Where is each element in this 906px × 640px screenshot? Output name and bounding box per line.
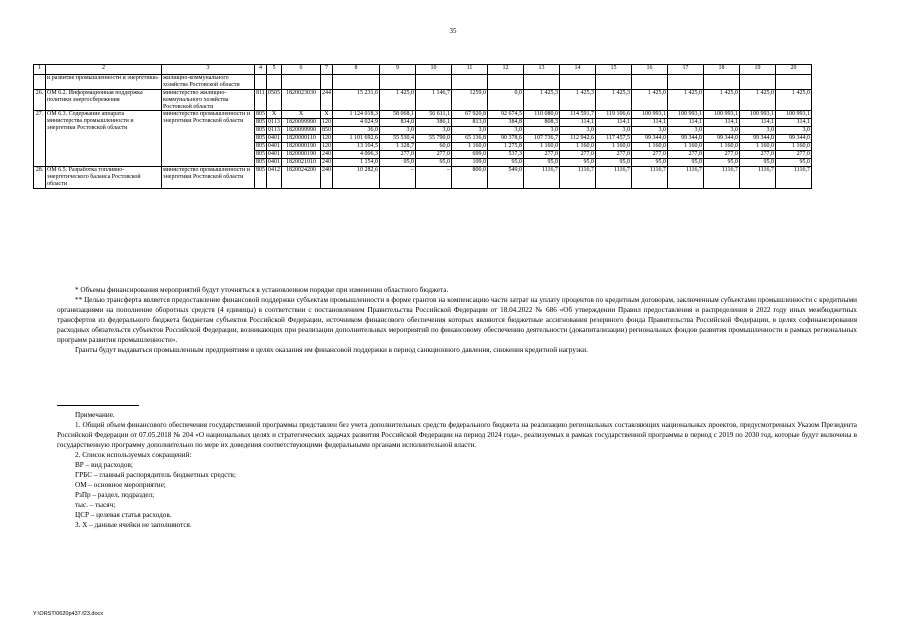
code-cell: 1820023030 — [282, 89, 321, 111]
value-cell: 36,0 — [333, 127, 380, 135]
column-header: 18 — [704, 65, 740, 75]
code-cell: 811 — [255, 89, 267, 111]
value-cell: 95,0 — [668, 159, 704, 167]
value-cell: 95,0 — [560, 159, 596, 167]
code-cell: 805 — [256, 143, 265, 150]
value-cell: 99 344,0 — [632, 135, 668, 143]
value-cell — [416, 75, 452, 90]
row-number-cell: 27. — [34, 111, 46, 167]
value-cell: 1116,7 — [560, 167, 596, 189]
value-cell — [488, 75, 524, 90]
value-cell: 277,0 — [560, 151, 596, 159]
code-cell: 240 — [322, 159, 331, 166]
value-cell — [452, 75, 488, 90]
value-cell: 1 425,0 — [380, 89, 416, 111]
row-number-cell — [34, 75, 46, 90]
value-cell — [380, 75, 416, 90]
value-cell: 699,0 — [452, 151, 488, 159]
value-cell: 3,0 — [776, 127, 812, 135]
code-cell: X — [267, 111, 282, 119]
value-cell — [632, 75, 668, 90]
value-cell — [255, 75, 267, 90]
value-cell: 1259,0 — [452, 89, 488, 111]
event-name-cell: ОМ 6.2. Информационная поддержка политики энергосбережения — [46, 89, 162, 111]
footnote-2: ** Целью трансферта является предоставление финансовой поддержки субъектам промышленности в форме грантов на компенсацию части затрат на уплату процентов по кредитным договорам, заключенным субъектами промышленности с кредитными организациями на пополнение оборотных средств (4 единицы) в соответствии с постановлением Правительства Российской Федерации от 18.04.2022 № 686 «Об утверждении Правил предоставления и распределения в 2022 году иных межбюджетных трансфертов из федерального бюджета бюджетам субъектов Российской Федерации, источником финансового обеспечения которых являются бюджетные ассигнования резервного фонда Правительства Российской Федерации, в целях софинансирования расходных обязательств субъектов Российской Федерации, возникающих при реализации дополнительных мероприятий по финансовому обеспечению деятельности (докапитализации) региональных фондов развития промышленности в рамках региональных программ развития промышленности». — [57, 296, 857, 344]
code-cell: 0401 — [268, 143, 280, 150]
value-cell: 10 282,6 — [333, 167, 380, 189]
code-cell: 1820024200 — [282, 167, 321, 189]
value-cell: 1116,7 — [776, 167, 812, 189]
value-cell — [776, 75, 812, 90]
code-cell: 120 — [322, 119, 331, 126]
value-cell: 114,1 — [776, 119, 812, 127]
code-cell: 1820000190 — [282, 151, 321, 159]
value-cell: 117 457,5 — [596, 135, 632, 143]
value-cell: 95,0 — [524, 159, 560, 167]
code-cell: 850 — [322, 127, 331, 134]
value-cell: 1 160,0 — [740, 143, 776, 151]
value-cell: 1 160,0 — [524, 143, 560, 151]
remarks-title: Примечание. — [75, 411, 115, 419]
value-cell — [267, 75, 282, 90]
value-cell: 3,0 — [524, 127, 560, 135]
value-cell: 808,3 — [524, 119, 560, 127]
code-cell: 805 — [256, 119, 265, 126]
value-cell: 3,0 — [380, 127, 416, 135]
value-cell: 90 378,6 — [488, 135, 524, 143]
value-cell: 3,0 — [704, 127, 740, 135]
value-cell: 4 006,3 — [333, 151, 380, 159]
value-cell: 99 344,0 — [704, 135, 740, 143]
value-cell — [704, 75, 740, 90]
code-cell: 0401 — [268, 159, 280, 166]
value-cell: 15 231,6 — [333, 89, 380, 111]
value-cell: 4 024,9 — [333, 119, 380, 127]
value-cell: – — [416, 167, 452, 189]
value-cell: 58 068,1 — [380, 111, 416, 119]
value-cell: 3,0 — [596, 127, 632, 135]
value-cell: 1 146,7 — [416, 89, 452, 111]
value-cell: 813,0 — [452, 119, 488, 127]
value-cell: 55 790,0 — [416, 135, 452, 143]
value-cell: 95,0 — [740, 159, 776, 167]
value-cell: 100 993,1 — [740, 111, 776, 119]
value-cell: 1 425,0 — [776, 89, 812, 111]
value-cell: 1 160,0 — [632, 143, 668, 151]
value-cell: 277,0 — [524, 151, 560, 159]
value-cell: 114,1 — [560, 119, 596, 127]
value-cell: 277,0 — [704, 151, 740, 159]
code-cell: 0401 — [268, 135, 280, 142]
value-cell — [333, 75, 380, 90]
abbrev-4: РзПр – раздел, подраздел; — [75, 491, 155, 499]
value-cell: 1116,7 — [524, 167, 560, 189]
footnote-3: Гранты будут выдаваться промышленным предприятиям в целях оказания им финансовой поддержки в период санкционного давления, снижения кредитной нагрузки. — [75, 346, 588, 354]
column-header: 9 — [380, 65, 416, 75]
event-name-cell: ОМ 6.5. Разработка топливно-энергетического баланса Ростовской области — [46, 167, 162, 189]
column-header: 2 — [46, 65, 162, 75]
column-header: 7 — [321, 65, 333, 75]
footnote-1: * Объемы финансирования мероприятий будут уточняться в установленном порядке при изменении областного бюджета. — [75, 286, 449, 294]
value-cell: 100 993,1 — [776, 111, 812, 119]
value-cell: 1 425,0 — [740, 89, 776, 111]
code-cell: 0412 — [267, 167, 282, 189]
code-cell: 0113 — [268, 119, 280, 126]
code-cell: 0505 — [267, 89, 282, 111]
value-cell: 3,0 — [488, 127, 524, 135]
value-cell: 1 425,3 — [524, 89, 560, 111]
value-cell: 114,1 — [632, 119, 668, 127]
column-header: 4 — [255, 65, 267, 75]
value-cell: 1 275,8 — [488, 143, 524, 151]
ministry-cell: министерство жилищно-коммунального хозяйства Ростовской области — [162, 89, 255, 111]
value-cell: 109,0 — [452, 159, 488, 167]
value-cell: 277,0 — [596, 151, 632, 159]
value-cell: 95,0 — [596, 159, 632, 167]
column-header: 5 — [267, 65, 282, 75]
row-number-cell: 26. — [34, 89, 46, 111]
value-cell: 100 993,1 — [632, 111, 668, 119]
value-cell: 1116,7 — [668, 167, 704, 189]
code-cell: 1820021010 — [282, 159, 321, 167]
value-cell: 95,0 — [416, 159, 452, 167]
abbrev-3: ОМ – основное мероприятие; — [75, 481, 166, 489]
value-cell: 1116,7 — [704, 167, 740, 189]
value-cell: 277,0 — [416, 151, 452, 159]
column-header: 13 — [524, 65, 560, 75]
value-cell: 114,1 — [704, 119, 740, 127]
value-cell: 119 106,6 — [596, 111, 632, 119]
value-cell: 1 160,0 — [596, 143, 632, 151]
value-cell: 3,0 — [560, 127, 596, 135]
value-cell: 3,0 — [740, 127, 776, 135]
code-cell: 240 — [322, 151, 331, 158]
value-cell: 60,0 — [416, 143, 452, 151]
column-header: 8 — [333, 65, 380, 75]
remark-1: 1. Общий объем финансового обеспечения государственной программы представлен без учета дополнительных средств федерального бюджета на реализацию региональных составляющих национальных проектов, предусмотренных Указом Президента Российской Федерации от 07.05.2018 № 204 «О национальных целях и стратегических задачах развития Российской Федерации на период 2024 года», реализуемых в рамках государственной программы в период с 2019 по 2030 год, которые будут включены в государственную программу дополнительно по мере их доведения соответствующими федеральными органами исполнительной власти. — [57, 421, 857, 449]
value-cell — [282, 75, 321, 90]
table-row — [34, 75, 812, 90]
code-cell: 0401 — [268, 151, 280, 158]
column-header: 20 — [776, 65, 812, 75]
value-cell: 95,0 — [380, 159, 416, 167]
file-path: Y:\ORST\0620p437.f23.docx — [33, 611, 104, 617]
value-cell: 67 920,8 — [452, 111, 488, 119]
value-cell: 55 530,4 — [380, 135, 416, 143]
value-cell: 107 736,7 — [524, 135, 560, 143]
value-cell: 1 425,0 — [668, 89, 704, 111]
table-header-row — [34, 65, 812, 75]
ministry-cell: министерство промышленности и энергетики Ростовской области — [162, 111, 255, 167]
value-cell — [668, 75, 704, 90]
code-cell: 805 — [256, 159, 265, 166]
column-header: 16 — [632, 65, 668, 75]
code-cell: 805 — [255, 167, 267, 189]
code-cell: 240 — [321, 167, 333, 189]
value-cell: 1 160,0 — [776, 143, 812, 151]
value-cell — [524, 75, 560, 90]
ministry-cell: министерство промышленности и энергетики Ростовской области — [162, 167, 255, 189]
value-cell: 1 101 692,6 — [333, 135, 380, 143]
value-cell: – — [380, 167, 416, 189]
code-cell: 120 — [322, 135, 331, 142]
value-cell — [321, 75, 333, 90]
table-row — [34, 111, 812, 119]
page-number: 35 — [449, 27, 457, 35]
remark-3: 3. Х – данные ячейки не заполняются. — [75, 521, 192, 529]
value-cell: 95,0 — [704, 159, 740, 167]
code-cell: 1820099990 — [282, 127, 321, 135]
value-cell — [596, 75, 632, 90]
value-cell: 834,0 — [380, 119, 416, 127]
remarks — [57, 410, 857, 530]
value-cell: 110 080,0 — [524, 111, 560, 119]
value-cell: 386,1 — [416, 119, 452, 127]
abbrev-6: ЦСР – целевая статья расходов. — [75, 511, 172, 519]
value-cell: 65 136,8 — [452, 135, 488, 143]
abbrev-2: ГРБС – главный распорядитель бюджетных средств; — [75, 471, 236, 479]
row-number-cell: 28. — [34, 167, 46, 189]
value-cell: 114,1 — [596, 119, 632, 127]
value-cell: 3,0 — [632, 127, 668, 135]
column-header: 1 — [34, 65, 46, 75]
value-cell: 537,3 — [488, 151, 524, 159]
event-name-cell: и развитие промышленности и энергетики» — [46, 75, 162, 90]
value-cell: 0,0 — [488, 89, 524, 111]
value-cell: 277,0 — [632, 151, 668, 159]
value-cell: 114 591,7 — [560, 111, 596, 119]
code-cell: 805 — [256, 151, 265, 158]
value-cell: 277,0 — [740, 151, 776, 159]
code-cell: 805 — [256, 127, 265, 134]
value-cell: 1116,7 — [632, 167, 668, 189]
abbrev-1: ВР – вид расходов; — [75, 461, 133, 469]
value-cell: 277,0 — [668, 151, 704, 159]
budget-table — [33, 64, 812, 189]
code-cell: 805 — [256, 135, 265, 142]
column-header: 15 — [596, 65, 632, 75]
value-cell: 3,0 — [416, 127, 452, 135]
column-header: 14 — [560, 65, 596, 75]
column-header: 12 — [488, 65, 524, 75]
value-cell: 13 104,5 — [333, 143, 380, 151]
value-cell: 3,0 — [452, 127, 488, 135]
column-header: 10 — [416, 65, 452, 75]
value-cell: 1 328,7 — [380, 143, 416, 151]
code-cell: 244 — [321, 89, 333, 111]
event-name-cell: ОМ 6.3. Содержание аппарата министерства промышленности и энергетики Ростовской области — [46, 111, 162, 167]
table-row — [34, 167, 812, 189]
value-cell: 95,0 — [488, 159, 524, 167]
value-cell — [560, 75, 596, 90]
value-cell: 1 425,0 — [632, 89, 668, 111]
value-cell: 56 611,1 — [416, 111, 452, 119]
value-cell: 95,0 — [632, 159, 668, 167]
value-cell: 100 993,1 — [704, 111, 740, 119]
separator-line — [57, 405, 139, 406]
value-cell: 277,0 — [380, 151, 416, 159]
value-cell: 1 425,3 — [560, 89, 596, 111]
value-cell: 99 344,0 — [740, 135, 776, 143]
column-header: 11 — [452, 65, 488, 75]
column-header: 3 — [162, 65, 255, 75]
value-cell: 92 674,5 — [488, 111, 524, 119]
value-cell: 112 942,6 — [560, 135, 596, 143]
value-cell: 384,8 — [488, 119, 524, 127]
column-header: 17 — [668, 65, 704, 75]
code-cell: 805 — [256, 111, 265, 118]
value-cell: 1 160,0 — [560, 143, 596, 151]
value-cell: 1 154,0 — [333, 159, 380, 167]
value-cell: 99 344,0 — [668, 135, 704, 143]
code-cell: 1820000190 — [282, 143, 321, 151]
value-cell: 114,1 — [668, 119, 704, 127]
value-cell: 1116,7 — [740, 167, 776, 189]
value-cell: 549,0 — [488, 167, 524, 189]
value-cell: 1 160,0 — [668, 143, 704, 151]
value-cell: 100 993,1 — [668, 111, 704, 119]
ministry-cell: жилищно-коммунального хозяйства Ростовской области — [162, 75, 255, 90]
value-cell: 1 160,0 — [452, 143, 488, 151]
value-cell: 114,1 — [740, 119, 776, 127]
column-header: 6 — [282, 65, 321, 75]
code-cell: 120 — [322, 143, 331, 150]
value-cell: 3,0 — [668, 127, 704, 135]
value-cell: 99 344,0 — [776, 135, 812, 143]
value-cell: 1116,7 — [596, 167, 632, 189]
value-cell: 1 425,0 — [704, 89, 740, 111]
value-cell: 1 124 018,3 — [333, 111, 380, 119]
table-row — [34, 89, 812, 111]
column-header: 19 — [740, 65, 776, 75]
value-cell — [740, 75, 776, 90]
value-cell: 95,0 — [776, 159, 812, 167]
code-cell: X — [282, 111, 321, 119]
value-cell: 1 425,3 — [596, 89, 632, 111]
code-cell: 1820000110 — [282, 135, 321, 143]
value-cell: 277,0 — [776, 151, 812, 159]
value-cell: 1 160,0 — [704, 143, 740, 151]
value-cell: 800,0 — [452, 167, 488, 189]
code-cell: X — [321, 111, 333, 119]
abbrev-5: тыс. – тысяч; — [75, 501, 116, 509]
code-cell: 1820099990 — [282, 119, 321, 127]
footnotes — [57, 285, 857, 355]
remark-2: 2. Список используемых сокращений: — [75, 451, 192, 459]
code-cell: 0113 — [268, 127, 280, 134]
